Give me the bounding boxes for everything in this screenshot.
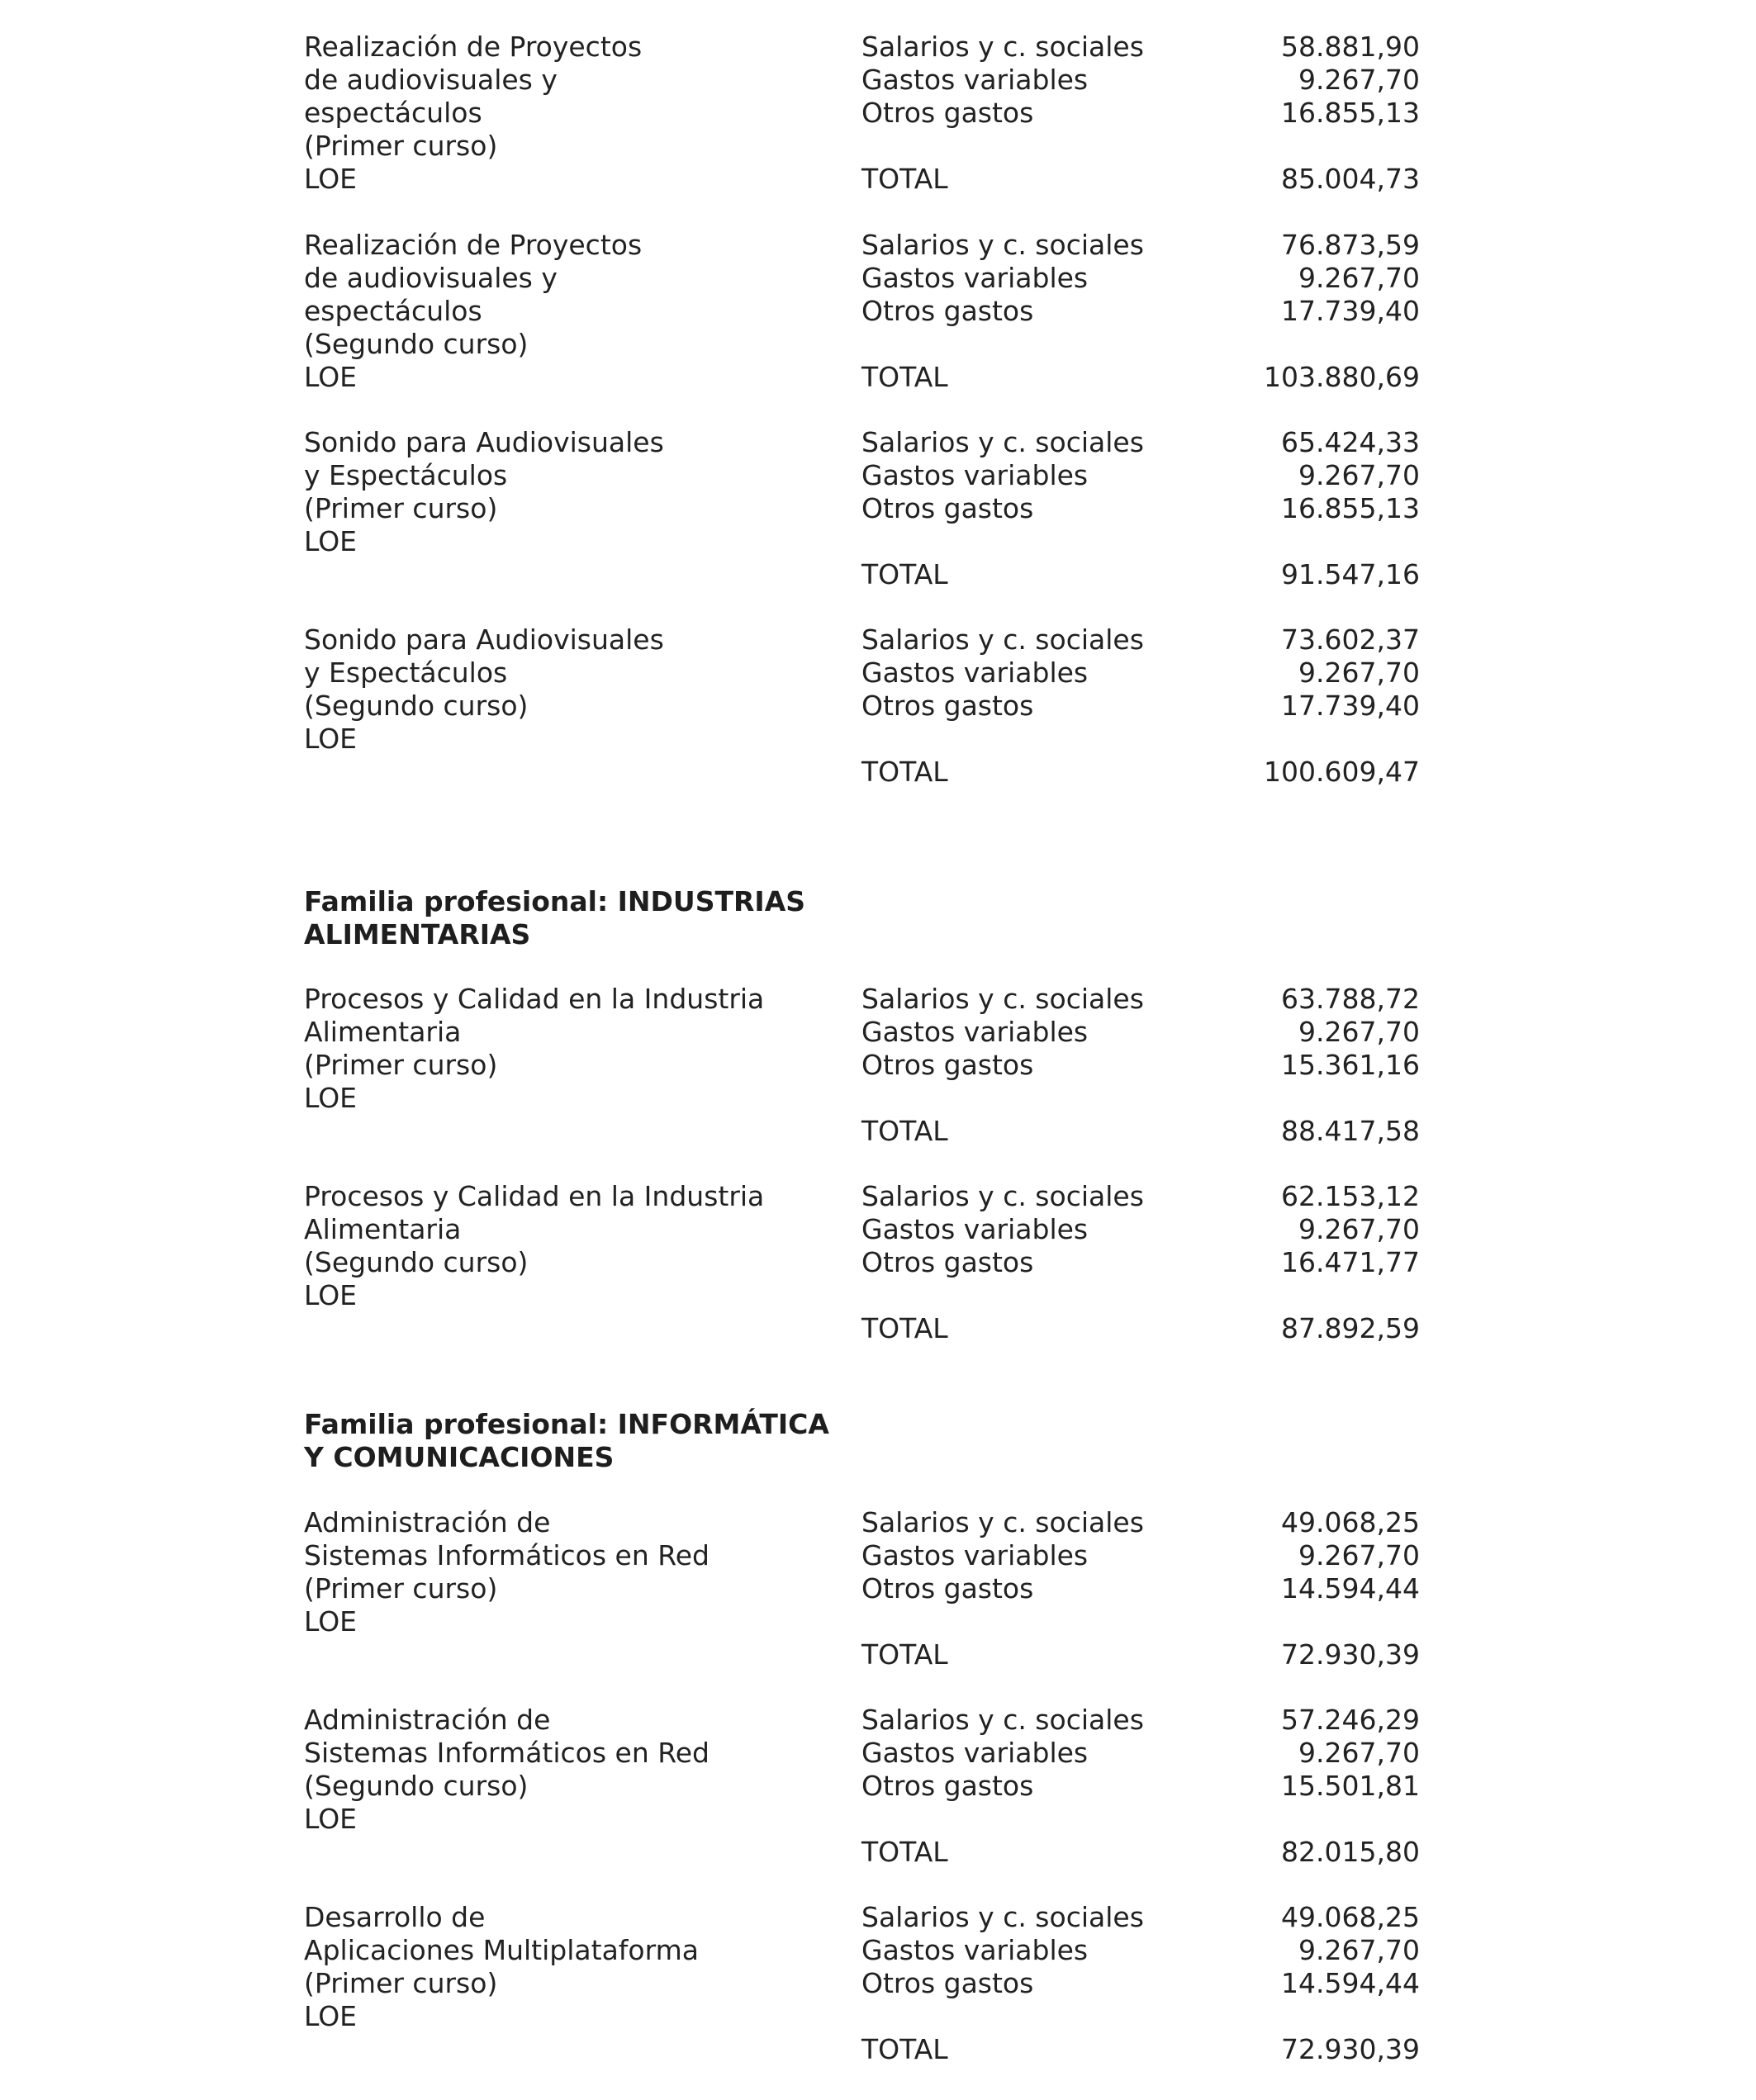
cost-label: Gastos variables — [861, 1213, 1089, 1245]
entry-name-line: (Segundo curso) — [304, 1770, 529, 1802]
cost-value: 16.855,13 — [1281, 492, 1420, 524]
total-label: TOTAL — [861, 756, 948, 788]
total-value: 85.004,73 — [1281, 163, 1420, 195]
entry-name-line: de audiovisuales y — [304, 262, 558, 294]
entry-name-line: LOE — [304, 723, 358, 755]
cost-label: Salarios y c. sociales — [861, 983, 1144, 1015]
cost-label: Otros gastos — [861, 1770, 1034, 1802]
entry-name-line: Sonido para Audiovisuales — [304, 623, 664, 656]
cost-label: Otros gastos — [861, 1246, 1034, 1278]
cost-value: 15.501,81 — [1281, 1770, 1420, 1802]
entry-name-line: Procesos y Calidad en la Industria — [304, 1180, 765, 1212]
total-value: 82.015,80 — [1281, 1836, 1420, 1868]
entry-name-line: (Primer curso) — [304, 1967, 498, 1999]
cost-label: Salarios y c. sociales — [861, 1180, 1144, 1212]
entry-name-line: Desarrollo de — [304, 1901, 486, 1933]
total-label: TOTAL — [861, 1836, 948, 1868]
total-value: 100.609,47 — [1264, 756, 1420, 788]
cost-label: Gastos variables — [861, 64, 1089, 96]
cost-value: 9.267,70 — [1298, 1539, 1420, 1571]
cost-value: 17.739,40 — [1281, 295, 1420, 327]
total-value: 87.892,59 — [1281, 1312, 1420, 1344]
total-value: 72.930,39 — [1281, 1638, 1420, 1671]
cost-label: Salarios y c. sociales — [861, 1704, 1144, 1736]
cost-value: 9.267,70 — [1298, 262, 1420, 294]
total-label: TOTAL — [861, 2033, 948, 2065]
total-value: 88.417,58 — [1281, 1115, 1420, 1147]
entry-name-line: Realización de Proyectos — [304, 31, 643, 63]
total-value: 72.930,39 — [1281, 2033, 1420, 2065]
cost-label: Salarios y c. sociales — [861, 426, 1144, 458]
cost-value: 14.594,44 — [1281, 1967, 1420, 1999]
cost-label: Gastos variables — [861, 1737, 1089, 1769]
total-label: TOTAL — [861, 558, 948, 590]
entry-name-line: (Segundo curso) — [304, 328, 529, 360]
cost-value: 9.267,70 — [1298, 1016, 1420, 1048]
cost-label: Otros gastos — [861, 492, 1034, 524]
entry-name-line: LOE — [304, 525, 358, 557]
section-heading-line: Familia profesional: INFORMÁTICA — [304, 1408, 829, 1440]
entry-name-line: Aplicaciones Multiplataforma — [304, 1934, 699, 1966]
cost-label: Otros gastos — [861, 1967, 1034, 1999]
cost-label: Gastos variables — [861, 1934, 1089, 1966]
cost-value: 9.267,70 — [1298, 64, 1420, 96]
entry-name-line: (Primer curso) — [304, 1049, 498, 1081]
cost-value: 62.153,12 — [1281, 1180, 1420, 1212]
cost-label: Salarios y c. sociales — [861, 31, 1144, 63]
entry-name-line: LOE — [304, 1605, 358, 1638]
entry-name-line: Sonido para Audiovisuales — [304, 426, 664, 458]
cost-label: Salarios y c. sociales — [861, 1506, 1144, 1538]
entry-name-line: LOE — [304, 1803, 358, 1835]
cost-value: 65.424,33 — [1281, 426, 1420, 458]
total-value: 103.880,69 — [1264, 361, 1420, 393]
cost-label: Salarios y c. sociales — [861, 1901, 1144, 1933]
entry-name-line: (Segundo curso) — [304, 690, 529, 722]
cost-value: 9.267,70 — [1298, 657, 1420, 689]
cost-label: Gastos variables — [861, 1016, 1089, 1048]
cost-label: Gastos variables — [861, 262, 1089, 294]
total-label: TOTAL — [861, 1115, 948, 1147]
entry-name-line: y Espectáculos — [304, 657, 508, 689]
entry-name-line: LOE — [304, 163, 358, 195]
entry-name-line: (Primer curso) — [304, 130, 498, 162]
entry-name-line: y Espectáculos — [304, 459, 508, 491]
entry-name-line: Sistemas Informáticos en Red — [304, 1737, 710, 1769]
cost-label: Otros gastos — [861, 295, 1034, 327]
entry-name-line: Realización de Proyectos — [304, 229, 643, 261]
total-value: 91.547,16 — [1281, 558, 1420, 590]
cost-label: Gastos variables — [861, 459, 1089, 491]
entry-name-line: LOE — [304, 1082, 358, 1114]
cost-label: Otros gastos — [861, 690, 1034, 722]
total-label: TOTAL — [861, 1312, 948, 1344]
cost-label: Otros gastos — [861, 1049, 1034, 1081]
cost-value: 14.594,44 — [1281, 1572, 1420, 1605]
entry-name-line: de audiovisuales y — [304, 64, 558, 96]
entry-name-line: LOE — [304, 2000, 358, 2032]
cost-label: Salarios y c. sociales — [861, 623, 1144, 656]
entry-name-line: Sistemas Informáticos en Red — [304, 1539, 710, 1571]
cost-value: 49.068,25 — [1281, 1901, 1420, 1933]
cost-label: Gastos variables — [861, 657, 1089, 689]
entry-name-line: espectáculos — [304, 295, 482, 327]
section-heading-line: Familia profesional: INDUSTRIAS — [304, 885, 806, 917]
cost-value: 58.881,90 — [1281, 31, 1420, 63]
cost-value: 9.267,70 — [1298, 1213, 1420, 1245]
cost-value: 57.246,29 — [1281, 1704, 1420, 1736]
cost-value: 63.788,72 — [1281, 983, 1420, 1015]
entry-name-line: (Segundo curso) — [304, 1246, 529, 1278]
cost-label: Otros gastos — [861, 1572, 1034, 1605]
entry-name-line: LOE — [304, 1279, 358, 1311]
entry-name-line: (Primer curso) — [304, 492, 498, 524]
cost-value: 76.873,59 — [1281, 229, 1420, 261]
entry-name-line: Alimentaria — [304, 1016, 462, 1048]
total-label: TOTAL — [861, 163, 948, 195]
entry-name-line: Administración de — [304, 1506, 551, 1538]
cost-value: 9.267,70 — [1298, 459, 1420, 491]
cost-value: 9.267,70 — [1298, 1934, 1420, 1966]
cost-value: 15.361,16 — [1281, 1049, 1420, 1081]
entry-name-line: LOE — [304, 361, 358, 393]
entry-name-line: Administración de — [304, 1704, 551, 1736]
entry-name-line: Procesos y Calidad en la Industria — [304, 983, 765, 1015]
entry-name-line: Alimentaria — [304, 1213, 462, 1245]
total-label: TOTAL — [861, 1638, 948, 1671]
cost-value: 73.602,37 — [1281, 623, 1420, 656]
entry-name-line: (Primer curso) — [304, 1572, 498, 1605]
cost-label: Otros gastos — [861, 97, 1034, 129]
cost-label: Salarios y c. sociales — [861, 229, 1144, 261]
cost-label: Gastos variables — [861, 1539, 1089, 1571]
entry-name-line: espectáculos — [304, 97, 482, 129]
cost-value: 9.267,70 — [1298, 1737, 1420, 1769]
cost-value: 17.739,40 — [1281, 690, 1420, 722]
section-heading-line: ALIMENTARIAS — [304, 918, 531, 950]
cost-value: 16.471,77 — [1281, 1246, 1420, 1278]
cost-value: 16.855,13 — [1281, 97, 1420, 129]
total-label: TOTAL — [861, 361, 948, 393]
cost-value: 49.068,25 — [1281, 1506, 1420, 1538]
section-heading-line: Y COMUNICACIONES — [304, 1441, 615, 1473]
